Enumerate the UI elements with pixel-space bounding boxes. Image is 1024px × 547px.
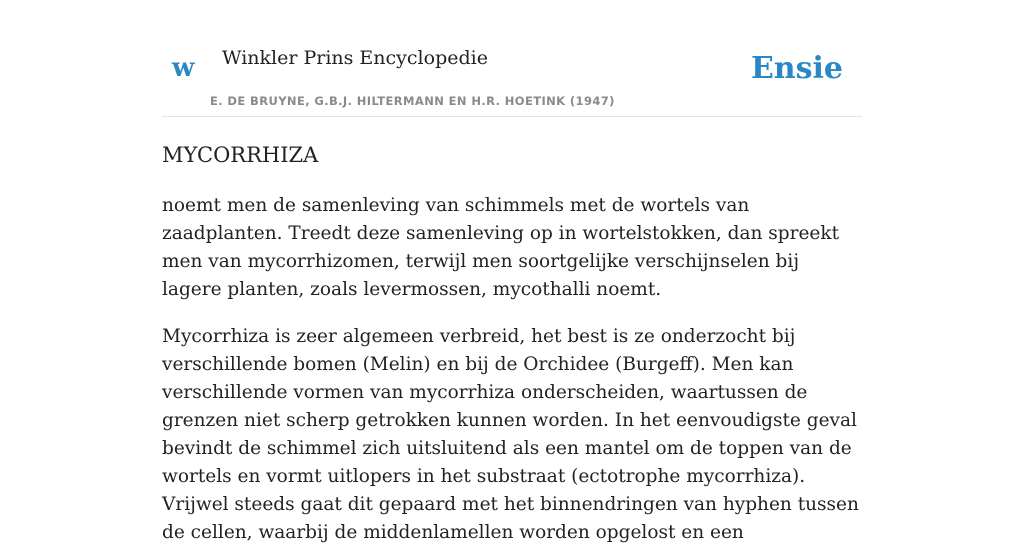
source-authors: E. DE BRUYNE, G.B.J. HILTERMANN EN H.R. HOETINK (1947)	[210, 94, 615, 108]
article-paragraph: noemt men de samenleving van schimmels met de wortels van zaadplanten. Treedt deze samenleving op in wortelstokken, dan spreekt men van mycorrhizomen, terwijl men soortgelijke verschijnselen bij lagere planten, zoals levermossen, mycothalli noemt.	[162, 195, 840, 300]
source-logo[interactable]: w	[172, 53, 195, 83]
site-header	[162, 0, 862, 117]
brand-logo[interactable]: Ensie	[750, 51, 843, 86]
article	[162, 139, 862, 547]
source-title[interactable]: Winkler Prins Encyclopedie	[222, 47, 488, 69]
article-paragraph: Mycorrhiza is zeer algemeen verbreid, het best is ze onderzocht bij verschillende bomen (Melin) en bij de Orchidee (Burgeff). Men kan verschillende vormen van mycorrhiza onderscheiden, waartussen de grenzen niet scherp getrokken kunnen worden. In het eenvoudigste geval bevindt de schimmel zich uitsluitend als een mantel om de toppen van de wortels en vormt uitlopers in het substraat (ectotrophe mycorrhiza). Vrijwel steeds gaat dit gepaard met het binnendringen van hyphen tussen de cellen, waarbij de middenlamellen worden opgelost en een	[162, 326, 859, 543]
article-title: MYCORRHIZA	[162, 143, 319, 167]
